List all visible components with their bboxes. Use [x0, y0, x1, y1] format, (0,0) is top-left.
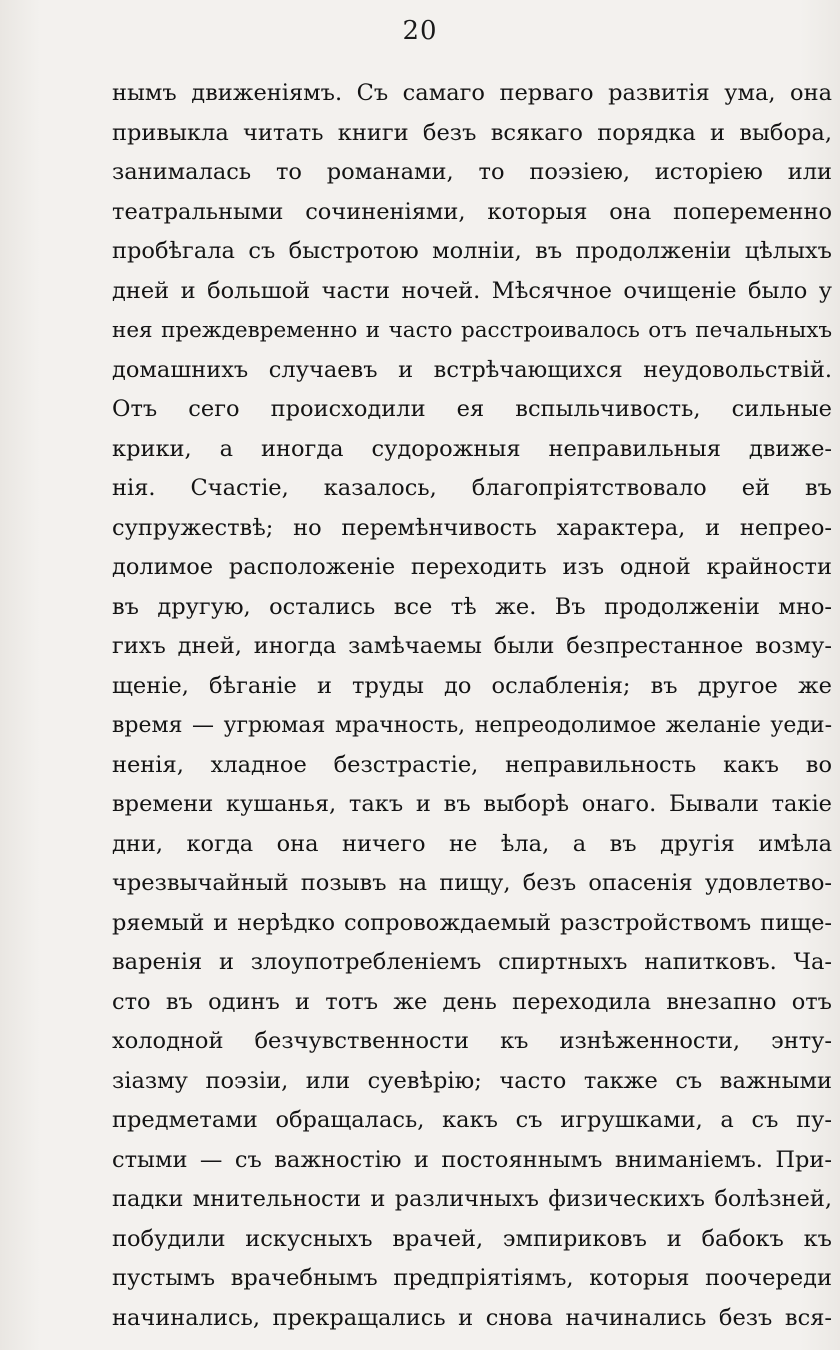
text-line: крики, а иногда судорожныя неправильныя движе- — [112, 435, 832, 462]
text-line: въ другую, остались все тѣ же. Въ продолженіи мно- — [112, 593, 832, 620]
text-line: гихъ дней, иногда замѣчаемы были безпрестанное возму- — [112, 633, 832, 659]
text-line: нымъ движеніямъ. Съ самаго перваго развитія ума, она — [112, 80, 832, 106]
text-line: начинались, прекращались и снова начинались безъ вся- — [112, 1304, 832, 1331]
text-line: супружествѣ; но перемѣнчивость характера, и непрео- — [112, 514, 832, 541]
text-line: дни, когда она ничего не ѣла, а въ другія имѣла — [112, 830, 832, 857]
text-line: долимое расположеніе переходить изъ одной крайности — [112, 554, 832, 580]
text-line: предметами обращалась, какъ съ игрушками, а съ пу- — [112, 1107, 832, 1133]
text-line: театральными сочиненіями, которыя она попеременно — [112, 198, 832, 225]
text-line: нея преждевременно и часто расстроивалось отъ печальныхъ — [112, 318, 832, 343]
text-line: пустымъ врачебнымъ предпріятіямъ, которыя поочереди — [112, 1265, 832, 1291]
body-text — [112, 74, 832, 1338]
text-line: нія. Счастіе, казалось, благопріятствовало ей въ — [112, 475, 832, 501]
text-line: пробѣгала съ быстротою молніи, въ продолженіи цѣлыхъ — [112, 238, 832, 264]
text-line: щеніе, бѣганіе и труды до ослабленія; въ другое же — [112, 672, 832, 699]
text-line: побудили искусныхъ врачей, эмпириковъ и бабокъ къ — [112, 1225, 832, 1252]
text-line: ряемый и нерѣдко сопровождаемый разстройствомъ пище- — [112, 909, 832, 936]
text-line: зіазму поэзіи, или суевѣрію; часто также съ важными — [112, 1067, 832, 1094]
text-line: домашнихъ случаевъ и встрѣчающихся неудовольствій. — [112, 356, 832, 383]
text-line: время — угрюмая мрачность, непреодолимое желаніе уеди- — [112, 713, 832, 738]
text-line: стыми — съ важностію и постояннымъ вниманіемъ. При- — [112, 1146, 832, 1173]
text-line: холодной безчувственности къ изнѣженности, энту- — [112, 1028, 832, 1054]
text-line: сто въ одинъ и тотъ же день переходила внезапно отъ — [112, 988, 832, 1015]
text-line: ненія, хладное безстрастіе, неправильность какъ во — [112, 751, 832, 778]
text-line: дней и большой части ночей. Мѣсячное очищеніе было у — [112, 277, 832, 304]
text-line: чрезвычайный позывъ на пищу, безъ опасенія удовлетво- — [112, 870, 832, 896]
page-number: 20 — [402, 16, 438, 46]
text-line: падки мнительности и различныхъ физическихъ болѣзней, — [112, 1186, 832, 1212]
text-line: времени кушанья, такъ и въ выборѣ онаго. Бывали такіе — [112, 791, 832, 817]
text-line: привыкла читать книги безъ всякаго порядка и выбора, — [112, 119, 832, 146]
text-line: занималась то романами, то поэзіею, исторіею или — [112, 159, 832, 185]
text-line: Отъ сего происходили ея вспыльчивость, сильные — [112, 396, 832, 422]
text-line: варенія и злоупотребленіемъ спиртныхъ напитковъ. Ча- — [112, 949, 832, 975]
